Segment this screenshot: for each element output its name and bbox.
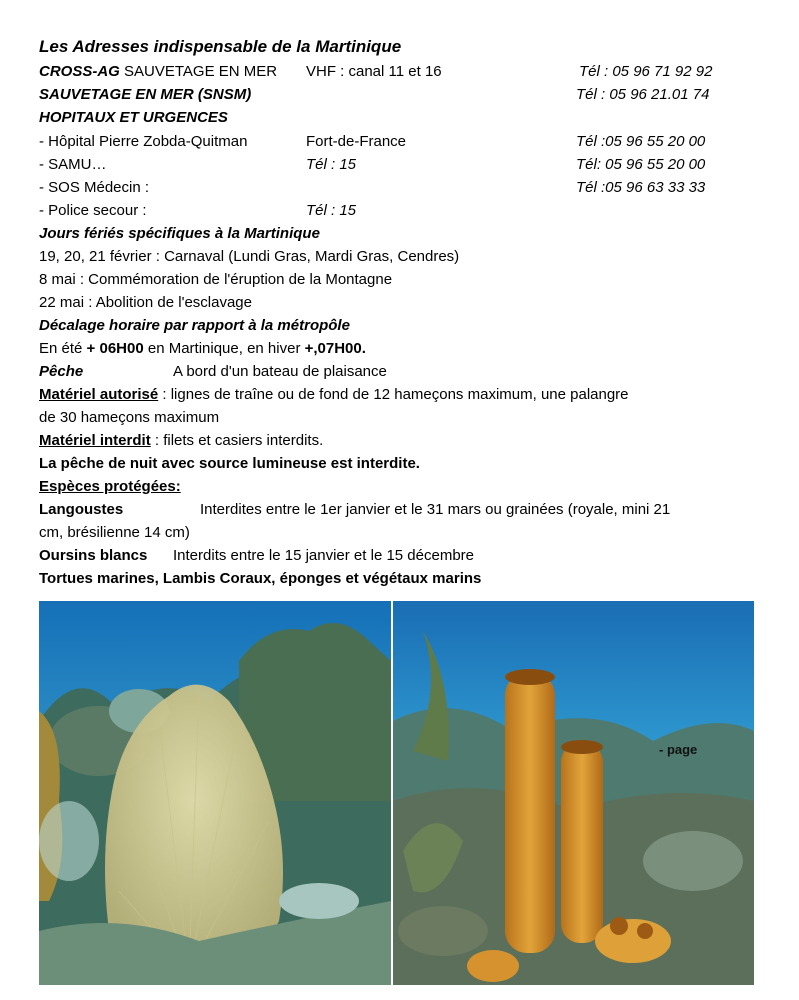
fishing-text: A bord d'un bateau de plaisance: [173, 363, 387, 380]
fishing-label: Pêche: [39, 363, 84, 380]
holiday-item: 8 mai : Commémoration de l'éruption de la Montagne: [39, 271, 393, 288]
time-text: en Martinique, en hiver: [143, 340, 305, 357]
forbidden-label: Matériel interdit: [39, 432, 151, 449]
cross-name-rest: SAUVETAGE EN MER: [119, 63, 278, 80]
snsm-tel: Tél : 05 96 21.01 74: [576, 86, 710, 103]
lobsters-text-cont: cm, brésilienne 14 cm): [39, 524, 190, 541]
authorized-line: [39, 385, 629, 405]
urchins-text: Interdits entre le 15 janvier et le 15 décembre: [173, 547, 475, 564]
cross-tel: Tél : 05 96 71 92 92: [579, 63, 713, 80]
hospital-name: - Hôpital Pierre Zobda-Quitman: [39, 133, 248, 150]
hospitals-heading: HOPITAUX ET URGENCES: [39, 109, 228, 126]
holiday-item: 22 mai : Abolition de l'esclavage: [39, 294, 252, 311]
forbidden-text: : filets et casiers interdits.: [150, 432, 324, 449]
hospital-name: - SAMU…: [39, 156, 107, 173]
lobsters-label: Langoustes: [39, 501, 124, 518]
lobsters-text: Interdites entre le 1er janvier et le 31 mars ou grainées (royale, mini 21: [200, 501, 671, 518]
hospital-mid: Tél : 15: [306, 202, 357, 219]
time-heading: Décalage horaire par rapport à la métropôle: [39, 317, 350, 334]
hospital-tel: Tél :05 96 63 33 33: [576, 179, 706, 196]
time-summer: + 06H00: [86, 340, 144, 357]
time-offset: [39, 339, 366, 359]
cross-name-bold: CROSS-AG: [39, 63, 120, 80]
page-title: Les Adresses indispensable de la Martinique: [39, 37, 402, 56]
urchins-label: Oursins blancs: [39, 547, 148, 564]
other-species: Tortues marines, Lambis Coraux, éponges et végétaux marins: [39, 570, 482, 587]
time-winter: +,07H00.: [304, 340, 366, 357]
snsm-name: SAUVETAGE EN MER (SNSM): [39, 86, 252, 103]
hospital-name: - SOS Médecin :: [39, 179, 150, 196]
holidays-heading: Jours fériés spécifiques à la Martinique: [39, 225, 320, 242]
time-text: En été: [39, 340, 87, 357]
hospital-tel: Tél: 05 96 55 20 00: [576, 156, 706, 173]
hospital-mid: Fort-de-France: [306, 133, 407, 150]
page-label: - page: [659, 742, 698, 757]
hospital-tel: Tél :05 96 55 20 00: [576, 133, 706, 150]
tube-sponge-photo: [393, 601, 754, 985]
cross-name: [39, 62, 277, 82]
sea-fan-photo: [39, 601, 391, 985]
holiday-item: 19, 20, 21 février : Carnaval (Lundi Gras, Mardi Gras, Cendres): [39, 248, 460, 265]
night-rule: La pêche de nuit avec source lumineuse est interdite.: [39, 455, 420, 472]
authorized-text-cont: de 30 hameçons maximum: [39, 409, 220, 426]
authorized-text: : lignes de traîne ou de fond de 12 hameçons maximum, une palangre: [158, 386, 629, 403]
cross-vhf: VHF : canal 11 et 16: [306, 63, 442, 80]
hospital-mid: Tél : 15: [306, 156, 357, 173]
protected-heading: Espèces protégées:: [39, 478, 181, 495]
hospital-name: - Police secour :: [39, 202, 147, 219]
authorized-label: Matériel autorisé: [39, 386, 159, 403]
forbidden-line: [39, 431, 323, 451]
